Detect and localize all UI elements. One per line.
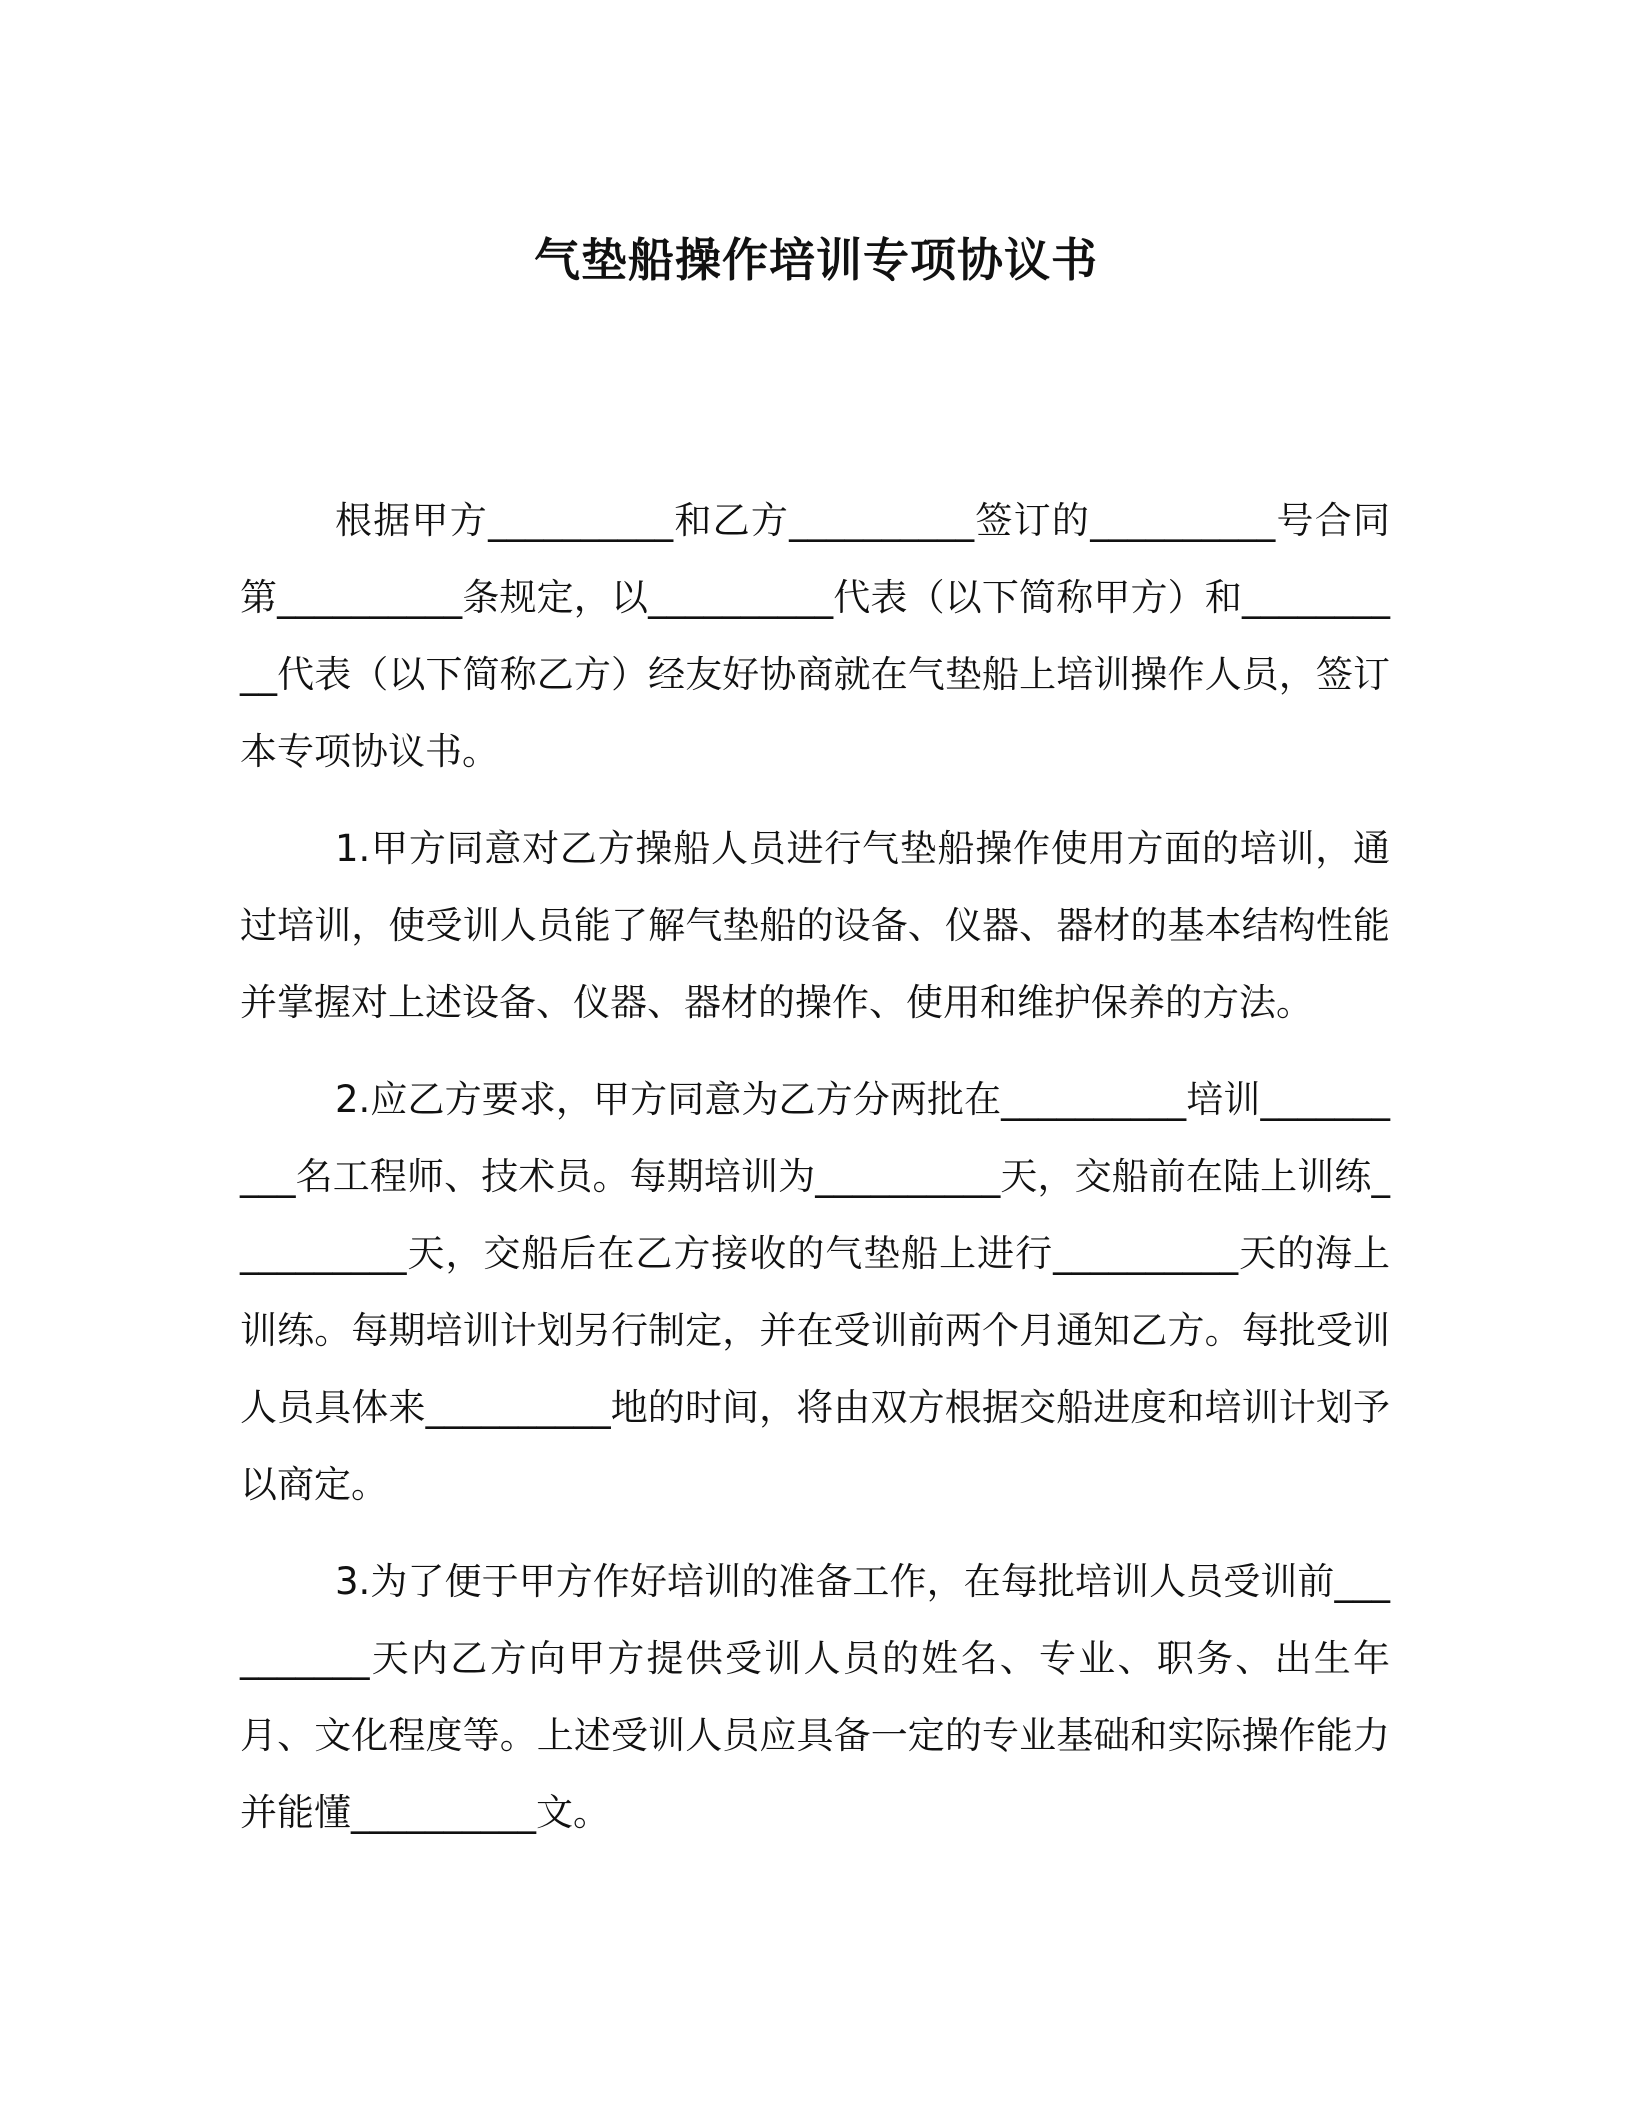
- document-title: 气垫船操作培训专项协议书: [534, 233, 1098, 287]
- clause-1-paragraph: 1.甲方同意对乙方操船人员进行气垫船操作使用方面的培训，通过培训，使受训人员能了解气垫船的设备、仪器、器材的基本结构性能并掌握对上述设备、仪器、器材的操作、使用和维护保养的方法。: [240, 827, 1390, 1024]
- clause-3-paragraph: 3.为了便于甲方作好培训的准备工作，在每批培训人员受训前__________天内乙方向甲方提供受训人员的姓名、专业、职务、出生年月、文化程度等。上述受训人员应具备一定的专业基础和实际操作能力并能懂__________文。: [240, 1560, 1390, 1834]
- preamble-paragraph: 根据甲方__________和乙方__________签订的__________号合同第__________条规定，以__________代表（以下简称甲方）和__________代表（以下简称乙方）经友好协商就在气垫船上培训操作人员，签订本专项协议书。: [240, 499, 1390, 773]
- document-body: [240, 482, 1390, 1871]
- clause-2-paragraph: 2.应乙方要求，甲方同意为乙方分两批在__________培训__________名工程师、技术员。每期培训为__________天，交船前在陆上训练__________天，交船后在乙方接收的气垫船上进行__________天的海上训练。每期培训计划另行制定，并在受训前两个月通知乙方。每批受训人员具体来__________地的时间，将由双方根据交船进度和培训计划予以商定。: [240, 1078, 1390, 1506]
